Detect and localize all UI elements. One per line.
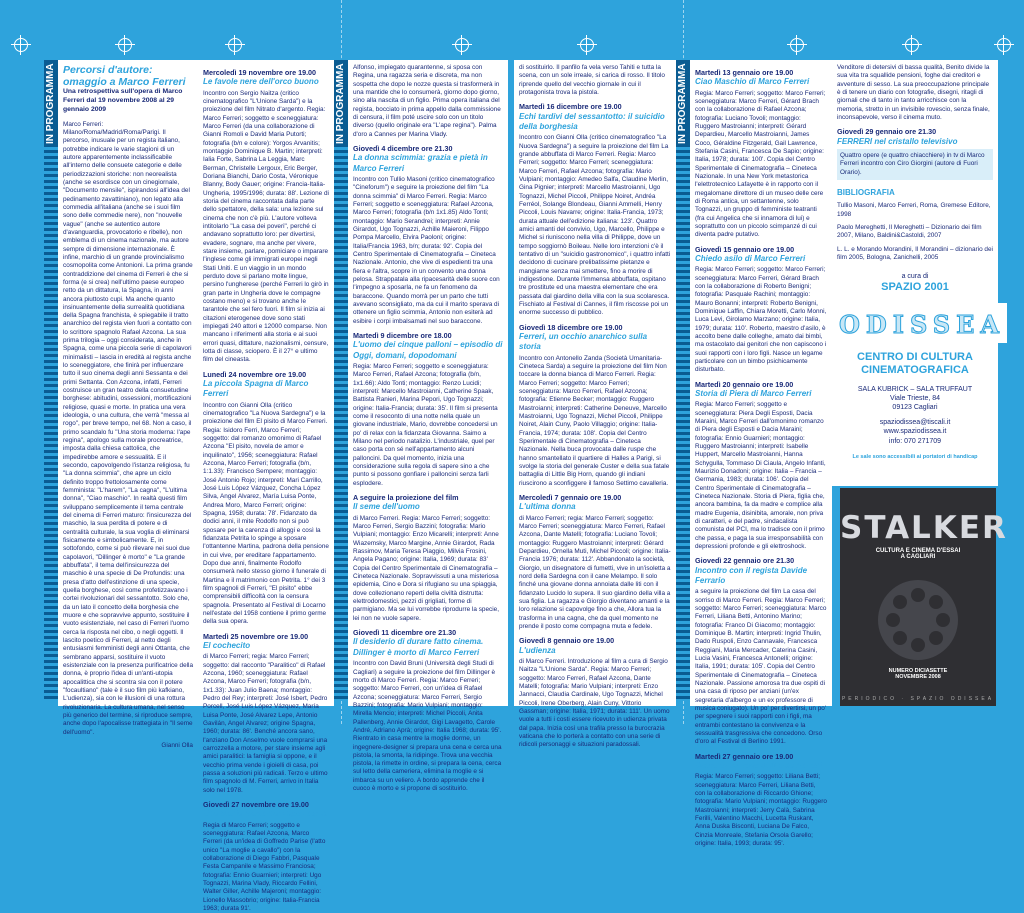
event-entry [695, 245, 827, 375]
accessibility-note: Le sale sono accessibili ai portatori di handicap [852, 453, 978, 460]
event-text: di Marco Ferreri. Regia: Marco Ferreri; soggetto: Marco Ferreri, Sergio Bazzini; fotografia: Mario Vulpiani; montaggio: Enzo Micarelli; interpreti: Anne Wiazemsky, Marco Margine, Annie Girardot, Rada Rassimov, Maria Teresa Piaggio, Milvia Frosini, Angela Pagano; origine: Italia, 1969; durata: 83' Copia del Centro Sperimentale di Cinematografia – Cineteca Nazionale. Sopravvissuti a una misteriosa epidemia, Cino e Dora si rifugiano su una spiaggia, dove collezionano reperti della civiltà distrutta: elettrodomestici, pezzi di grigliati, forme di parmigiano. Ma se lui vorrebbe riprodurre la specie, lei non ne vuole sapere. [353, 514, 499, 622]
event-entry [519, 323, 671, 488]
event-date: Giovedì 15 gennaio ore 19.00 [695, 244, 795, 254]
event-date: Giovedì 22 gennaio ore 21.30 [695, 556, 795, 566]
event-text: di sostituirlo. Il panfilo fa vela verso Tahiti e tutta la scena, con un sole irreale, si carica di rosso. Il titolo riprende quello del vecchio giornale in cui il protagonista trova la pistola. [519, 64, 665, 96]
column-program-3 [514, 60, 676, 749]
curated-by: a cura di [901, 273, 929, 281]
cover-footer: PERIODICO · SPAZIO ODISSEA [841, 696, 995, 702]
event-date: Giovedì 18 dicembre ore 19.00 [519, 322, 623, 332]
registration-mark-icon [997, 38, 1011, 52]
event-title: La piccola Spagna di Marco Ferreri [203, 378, 309, 399]
column-intro [58, 60, 198, 749]
event-entry [519, 636, 671, 749]
event-entry [519, 493, 671, 631]
event-text: di Marco Ferreri; regia: Marco Ferreri; soggetto: dal racconto "Paralitico" di Rafael Azcona, 1960; sceneggiatura: Rafael Azcona, Marco Ferreri; fotografia (b/n, 1x1.33): Juan Julio Baena; montaggio: Pedro del Rey; interpreti: José Isbert, Pedro Porcell, José Luis López Vázquez, María Luisa Ponte, José Alvarez Lepe, Antonio Gavilán, Angel Alvarez; origine Spagna, 1960; durata: 86'. Benché ancora sano, l'anziano Don Anselmo vuole comprarsi una carrozzella a motore, per stare insieme agli amici paralitici: la famiglia si oppone, e il vecchio prima vende i gioielli di casa, poi passa a soluzioni più radicali. Terzo e ultimo film spagnolo di M. Ferreri, arrivo in Italia solo nel 1978. [203, 653, 328, 794]
event-text: a seguire la proiezione del film La casa del sorriso di Marco Ferreri. Regia: Marco Ferreri; soggetto: Marco Ferreri; sceneggiatura: Marco Ferreri, Liliana Betti, Antonino Marino; fotografia: Franco Di Giacomo; montaggio: Dominique B. Martin; interpreti: Ingrid Thulin, Dado Ruspoli, Enzo Cannavale, Francesca Reggiani, Maria Mercader, Caterina Casini, Lucia Vasini, Francesca Antonelli; origine: Italia, 1991; durata: 105'. Copia del Centro Sperimentale di Cinematografia – Cineteca Nazionale. Passione amorosa tra due ospiti di una casa di riposo per anziani (un'ex segretaria d'albergo e un ex professore di musica coniugato). Un po' per divertirsi, un po' per spegnere i suoi rapporti con i figli, ma entrambi contestano la convivenza e la sessualità trasgressiva che concedono. Orso d'oro al Festival di Berlino 1991. [695, 588, 827, 746]
event-text: Incontro con Tullio Masoni (critico cinematografico "Cineforum") e seguire la proiezione del film "La donna scimmia" di Marco Ferreri. Regia: Marco Ferreri; soggetto e sceneggiatura: Rafael Azcona, Marco Ferreri; fotografia (b/n 1x1.85) Aldo Tonti; montaggio: Mario Serandrei; interpreti: Annie Girardot, Ugo Tognazzi, Achille Maieroni, Filippo Pompa Marcello, Elvira Paoloni; origine: Italia/Francia 1963, b/n; durata: 92'. Copia del Centro Sperimentale di Cinematografia – Cineteca Nazionale. Antonio, che vive di espedienti tra una fiera e l'altra, scopre in un convento una donna pelosa. Strappatala alla ripacesarità delle suore con l'impegno a sposarla, ne fa un fenomeno da baraccone. Quando morrà per un parto che tutti avevano sconsigliato, ma da cui il marito sperava di ottenere un figlio scimmia, Antonio non esiterà ad esibire i corpi imbalsamati nel suo baraccone. [353, 176, 500, 325]
event-text: Regia di Marco Ferreri; soggetto e sceneggiatura: Rafael Azcona, Marco Ferreri (da un'idea di Goffredo Parise (l'atto unico "La moglie a cavallo") con la collaborazione di Diego Fabbri, Pasquale Festa Campanile e Massimo Franciosa; fotografia: Ennio Guarnieri; interpreti: Ugo Tognazzi, Marina Vlady, Riccardo Fellini, Walter Giller, Achille Majeroni; montaggio: Lionello Massobrio; origine: Italia-Francia 1963; durata 91'. [203, 821, 326, 912]
contact-website[interactable]: www.spaziodissea.it [883, 428, 947, 436]
event-date: Martedì 16 dicembre ore 19.00 [519, 102, 622, 112]
event-date: Giovedì 8 gennaio ore 19.00 [519, 636, 615, 646]
event-text: Incontro con Gianni Olla (critico cinematografico "La Nuova Sardegna") e la proiezione del film El pisito di Marco Ferreri. Regia: Isidoro Ferri, Marco Ferreri; soggetto: dal romanzo omonimo di Rafael Azcona "El pisito, novela de amor e inquilinato", 1956; sceneggiatura: Rafael Azcona, Marco Ferreri; fotografia (b/n, 1:1.33): Francisco Sempere; montaggio: José Antonio Rojo; interpreti: Mari Carrillo, José Luis López Vázquez, Concha López Silva, Angel Alvarez, María Luisa Ponte, Andrea Moro, Marco Ferreri; origine: Spagna, 1958; durata: 78'. Fidanzato da dodici anni, il mite Rodolfo non si può sposare per la carenza di alloggi e così la fidanzata Petrita lo spinge a sposare l'ottantenne Martina, padrona della pensione in cui vive, per ereditare l'appartamento. Dopo due anni, finalmente Rodolfo consumerà nello stesso giorno il funerale di Martina e il matrimonio con Petrita. 1° dei 3 film spagnoli di Ferreri, "El pisito" ebbe comprensibili difficoltà con la censura spagnola. Presentato al Festival di Locarno nell'estate del 1958 contiene il primo germe della sua opera. [203, 401, 329, 626]
event-date: Martedì 27 gennaio ore 19.00 [695, 751, 794, 761]
event-date: Giovedì 4 dicembre ore 21.30 [353, 143, 453, 153]
event-title: El cochecito [203, 640, 251, 650]
event-title: L'uomo dei cinque palloni – episodio di Oggi, domani, dopodomani [353, 340, 503, 360]
event-title: Una storia moderna: l'ape regina [203, 809, 328, 819]
registration-mark-icon [790, 38, 804, 52]
event-date: Mercoledì 7 gennaio ore 19.00 [519, 493, 622, 503]
event-text: Incontro con David Bruni (Università degli Studi di Cagliari) a seguire la proiezione del film Dillinger è morto di Marco Ferreri. Regia: Marco Ferreri; soggetto: Marco Ferreri, con un'idea di Rafael Azcona; sceneggiatura: Marco Ferreri, Sergio Bazzini; fotografia: Mario Vulpiani; montaggio: Mirella Mencio; interpreti: Michel Piccoli, Anita Pallenberg, Annie Girardot, Gigi Lavagetto, Carole André, Adriano Aprà; origine: Italia 1968; durata: 95'. Rientrato in casa mentre la moglie dorme, un ingegnere-designer si prepara una cena e cerca una pistola, la smonta, la ridipinge. Trova una vecchia pistola, la rimette in ordine, si prepara la cena, cerca sul letto della cameriera, elimina la moglie e si imbarca su un veliero. A bordo apprende che il cuoco è morto e si propone di sostituirlo. [353, 660, 502, 793]
event-title: L'udienza [519, 645, 556, 655]
event-entry [203, 800, 329, 913]
event-entry [203, 370, 329, 627]
event-text: Regia: Marco Ferreri; soggetto: Marco Ferreri; sceneggiatura: Marco Ferreri, Gérard Brach con la collaborazione di Rafael Azcona; fotografia: Luciano Tovoli; montaggio: Ruggero Mastroianni; interpreti: Gérard Depardieu, Marcello Mastroianni, James Coco, Géraldine Fitzgerald, Gail Lawrence, Stefania Casini, Francesca De Sapio; origine: Italia, 1978; durata: 100'. Copia del Centro Sperimentale di Cinematografia – Cineteca Nazionale. In una New York metastorica l'elettrotecnico Lafayette è in rapporto con il megalomane direttore di un museo delle cere di Roma antica, un settantenne, solo Tognazzi, un gruppo di femministe teatranti (fra cui Angelica che si innamora di lui) e soprattutto con un piccolo scimpanzé di cui diventa padre putativo. [695, 89, 826, 239]
contact-phone: info: 070 271709 [888, 437, 942, 445]
organizer-subtitle: CENTRO DI CULTURA CINEMATOGRAFICA [857, 350, 973, 376]
event-entry [695, 752, 827, 849]
event-date: Martedì 20 gennaio ore 19.00 [695, 379, 794, 389]
main-title: Percorsi d'autore: omaggio a Marco Ferreri [63, 64, 186, 89]
event-entry [695, 68, 827, 240]
bibliography-item: Paolo Mereghetti, Il Mereghetti – Dizionario dei film 2007, Milano, Baldini&Castoldi, 2007 [837, 224, 982, 240]
column-program-1 [198, 60, 334, 912]
event-entry [353, 331, 503, 488]
event-title: Il seme dell'uomo [353, 502, 420, 512]
event-text: Incontro con Antonello Zanda (Società Umanitaria-Cineteca Sarda) a seguire la proiezione del film Non toccare la donna bianca di Marco Ferreri. Regia: Marco Ferreri; soggetto: Marco Ferreri; sceneggiatura: Marco Ferreri, Rafael Azcona; fotografia: Etienne Becker; montaggio: Ruggero Mastroianni; interpreti: Catherine Deneuve, Marcello Mastroianni, Ugo Tognazzi, Michel Piccoli, Philippe Noiret, Alain Cuny, Paolo Villaggio; origine: Italia-Francia, 1974; durata: 108'. Copia del Centro Sperimentale di Cinematografia – Cineteca Nazionale. Nella buca provocata dalle ruspe che hanno smantellato il quartiere di Halles a Parigi, si svolge la storia del generale Custer e della sua fatale battaglia di Little Big Horn, quando gli indiani riuscirono a sconfiggere il famoso Settimo cavalleria. [519, 354, 670, 487]
column-info [832, 60, 1005, 486]
event-title: L'ultima donna [519, 502, 576, 512]
event-title: Chiedo asilo di Marco Ferreri [695, 254, 806, 264]
bibliography-item: L. L. e Morando Morandini, Il Morandini – dizionario dei film 2005, Bologna, Zanichelli, 2005 [837, 245, 993, 262]
column-program-4 [690, 60, 832, 848]
side-strip [334, 60, 348, 700]
event-title: Echi tardivi del sessantotto: il suicidio della borghesia [519, 111, 665, 132]
event-text: Regia: Marco Ferreri; soggetto e sceneggiatura: Marco Ferreri, Rafael Azcona; fotografia (b/n, 1x1.66): Aldo Tonti; montaggio: Renzo Lucidi; interpreti: Marcello Mastroianni, Catherine Spaak, Battista Ranieri, Marina Pepori, Ugo Tognazzi; origine: Italia-Francia; durata: 35'. Il film si presenta come il resoconto di una notte nella quale un giovane industriale, Mario, dovrebbe concedersi un po' di relax con la fidanzata Giovanna. Saimo a Milano nel periodo natalizio. L'industriale, quel per caso porta con sé nell'appartamento alcuni palloncini. Da quel momento, inizia una considerazione sulla regola di sapere sino a che punto si possono gonfiare i palloncini senza farli esplodere. [353, 363, 498, 487]
strip-label: IN PROGRAMMA [335, 63, 346, 144]
event-date: A seguire la proiezione del film [353, 493, 459, 503]
cover-title: STALKER [840, 510, 1008, 546]
event-date: Giovedì 27 novembre ore 19.00 [203, 799, 309, 809]
column-program-2 [348, 60, 508, 793]
event-text: di Marco Ferreri. Introduzione al film a cura di Sergio Naitza "L'Unione Sarda". Regia: Marco Ferreri; soggetto: Marco Ferreri, Rafael Azcona, Dante Matelli; fotografia: Mario Vulpiani; interpreti: Enzo Jannacci, Claudia Cardinale, Ugo Tognazzi, Michel Piccoli, Irene Oberberg, Alain Cuny, Vittorio Gassman; origine: Italia, 1971; durata: 111'. Un uomo vuole a tutti i costi essere ricevuto in udienza privata dal papa. Inizia così una trafila presso la burocrazia vaticana che lo porterà a contatto con una serie di ridicoli personaggi e situazioni paradossali. [519, 658, 670, 749]
event-date: Giovedì 29 gennaio ore 21.30 [837, 127, 937, 137]
event-entry [353, 628, 503, 793]
event-date: Lunedì 24 novembre ore 19.00 [203, 369, 307, 379]
event-text: Venditore di detersivi di bassa qualità, Benito divide la sua vita tra squallide pensioni, foghe dai creditori e avventure di sesso. La sua preoccupazione principale è di tenere un diario con fotografie, disegni, ritagli di giornali che di tanto in tanto arricchisce con la memoria, stretto in un invisibile rovescio, senza finale, inconsapevole, verso il cinema muto. [837, 64, 990, 121]
main-subtitle: Una retrospettiva sull'opera di Marco Ferreri dal 19 novembre 2008 al 29 gennaio 2009 [63, 88, 183, 113]
registration-mark-icon [228, 38, 242, 52]
bibliography-item: Tullio Masoni, Marco Ferreri, Roma, Gremese Editore, 1998 [837, 202, 991, 218]
stalker-cover [840, 488, 1008, 706]
event-title: Incontro con il regista Davide Ferrario [695, 565, 808, 586]
contact-email[interactable]: spaziodissea@tiscali.it [879, 419, 951, 427]
event-text: Regia: Marco Ferreri; soggetto: Liliana Betti; sceneggiatura: Marco Ferreri, Liliana Betti, con la collaborazione di Riccardo Ghione; fotografia: Mario Vulpiani; montaggio: Ruggero Mastroianni; interpreti: Jerry Calà, Sabrina Ferilli, Valentino Macchi, Lucetta Ruskant, Anna Duska Bisconti, Luciana De Falco, Cinzia Monreale, Stefania Orsola Garello; origine: Italia, 1993; durata: 95'. [695, 773, 827, 848]
event-date: Giovedì 11 dicembre ore 21.30 [353, 628, 457, 638]
event-entry [353, 144, 503, 326]
event-text: Incontro con Gianni Olla (critico cinematografico "La Nuova Sardegna") a seguire la proiezione del film La grande abbuffata di Marco Ferreri. Regia: Marco Ferreri; soggetto: Marco Ferreri; sceneggiatura: Marco Ferreri, Rafael Azcona; fotografia: Mario Vulpiani; montaggio: Amedeo Salfa, Claudine Merlin, Gina Pignier; interpreti: Marcello Mastroianni, Ugo Tognazzi, Michel Piccoli, Philippe Noiret, Andréa Ferréol, Solange Blondeau, Gianni Ammelli, Henry Piccoli, Louis Navarre; origine: Italia-Francia, 1973; durata attuale dell'edizione italiana: 123'. Quattro amici amanti del convivio, Ugo, Marcello, Philippe e Michel si riuniscono nella villa di Philippe, dove un tempo soggiornò Boileau. Nelle loro intenzioni c'è il tentativo di un "suicidio gastronomico", i quattro infatti decidono di cucinare prelibatissime pietanze e mangiarne senza mai smettere, fino a morire di indigestione. Durante l'immensa abbuffata, ospitano tre prostitute ed una maestra elementare che era passata dal giardino della villa con la sua scolaresca. Fischiato al Festival di Cannes, il film riscosse poi un enorme successo di pubblico. [519, 134, 671, 317]
event-title: Le favole nere dell'orco buono [203, 77, 319, 87]
event-title: Diario di un vizio di Marco Ferreri [695, 761, 822, 771]
film-reel-icon [878, 580, 958, 660]
registration-mark-icon [118, 38, 132, 52]
event-title: Ciao Maschio di Marco Ferreri [695, 77, 810, 87]
event-date: Martedì 25 novembre ore 19.00 [203, 631, 309, 641]
strip-label: IN PROGRAMMA [677, 63, 688, 144]
event-date: Martedì 13 gennaio ore 19.00 [695, 68, 794, 77]
venue-street: Viale Trieste, 84 [889, 395, 941, 403]
registration-mark-icon [14, 38, 28, 52]
registration-mark-icon [580, 38, 594, 52]
odissea-logo: ODISSEA [837, 303, 1007, 343]
intro-text: Marco Ferreri: Milano/Roma/Madrid/Roma/Parigi. Il percorso, inusuale per un regista italiano, potrebbe indicare le varie stagioni di un autore apparentemente inclassificabile all'interno delle consuete categorie e delle periodizzazioni storiche: non neorealista (anche se esordisce con un cinegiornale, "Documento mensile", ispirandosi all'idea del pedinamento zavattiniano), non legato alla commedia all'italiana (anche se i suoi film sono delle commedie nere), non "nouvelle vague" (anche se autentico autore d'avanguardia, provocatorio e ribelle), non emblema di un cinema nazionale, ma autore sempre di dimensione internazionale. È infine, marchio di un grande provincialismo cosmopolita come Antonioni. La prima grande contraddizione del cinema di Ferreri è che si forma (e si crea) nell'ultimo paese europeo retto da un dittatura, la Spagna, in anni ancora piuttosto cupi. Ma anche quanto insinuantemente della surrealità quotidiana della Spagna franchista, è spiegabile il tratto anarchico del regista vien fuori a contatto con lo scrittore spagnolo Rafael Azcona. La sua prima trilogia – oggi considerata, anche in Spagna, come una piccola serie di capolavori minimalisti – lascia in eredità al regista anche lo sceneggiatore, che finirà per influenzare tutto il suo cinema degli anni Sessanta e dei primi Settanta. Con Azcona, infatti, Ferreri costruisce un gran teatro della consuetudine borghese: abitudini, ossessioni, mortificazioni religiose, quasi e morte. In pratica una vera ideologia, o una cultura, che verrà "messa al rogo", per breve tempo, nel 68. Non a caso, il primo scandalo fu "Una storia moderna: l'ape regina", apologo sulla morale procreatrice, imposta dalla chiesa cattolica, che impedirebbe amore e sessualità. E il secondo, capovolgendo l'istanza religiosa, fu "La donna scimmia", che apre un ciclo definito troppo frettolosamente come femminista: "L'harem", "La cagna", "L'ultima donna", "Ciao maschio". In realtà questi film sviluppano semplicemente il tema centrale del cinema di Ferreri maturo: l'insicurezza del maschio, la sua perdita di potere e di centralità culturale, la sua voglia di eliminarsi fisicamente e simbolicamente. E, in sottofondo, come si può rilevare nei suoi due capolavori, "Dillinger è morto" e "La grande abbuffata", il tema dell'insicurezza del maschio è una specie di De Profundis: una presa d'atto dell'estinzione di una specie, quella borghese, così come profetizzavano i cortei rivoluzionari del sessantotto. Solo che, da un lato il concetto della borghesia che muore e che sopravvive appunto, sostituire il vuoto esistenziale, nel caso di Ferreri l'uomo cerca la risposta nel cibo, o negli oggetti. Il lascito poetico di Ferreri, al netto degli entusiasmi femministi degli anni Ottanta, che sembrano apparsi, sostituire il vuoto esistenziale con la presenza purificatrice della donna, è proprio l'idea di un'anti-utopia apocalittica che si scontra sia con il potere "focaultiano" (tale è il suo film più kafkiano, L'udienza), sia con le illusioni di una rottura rivoluzionaria. La cultura umana, nel senso più generico del termine, si riproduce sempre, anche dopo l'apocalisse trattegiata in "Il seme dell'uomo". [63, 120, 194, 736]
event-date: Martedì 9 dicembre ore 18.00 [353, 331, 452, 340]
event-entry [353, 493, 503, 623]
event-entry [203, 68, 329, 365]
event-date: Mercoledì 19 novembre ore 19.00 [203, 68, 317, 77]
event-title: Il desiderio di durare fatto cinema. Dillinger è morto di Marco Ferreri [353, 637, 484, 657]
event-text: Regia: Marco Ferreri; soggetto e sceneggiatura: Piera Degli Esposti, Dacia Maraini, Marco Ferreri dall'omonimo romanzo di Piera degli Esposti e Dacia Maraini; fotografia: Ennio Guarnieri; montaggio: Ruggero Mastroianni; interpreti: Isabelle Huppert, Marcello Mastroianni, Hanna Schygulla, Tommaso Di Ciaula, Angelo Infanti, Maurizio Donadoni; origine: Italia – Francia – Germania, 1983; durata: 106'. Copia del Centro Sperimentale di Cinematografia – Cineteca Nazionale. Storia di Piera, figlia che, ancora bambina, fa da madre e complice alla madre Eugenia, disinibita, amorale, non priva di caratteri, e del padre, sindacalista comunista del PCI, ma lo tradisce con il primo che passa, e paga la sua irresponsabilità con depressioni profonde e gli elettroshock. [695, 401, 826, 550]
event-entry [519, 102, 671, 317]
signature: Gianni Olla [161, 741, 193, 749]
venue-name: SALA KUBRICK – SALA TRUFFAUT [857, 386, 973, 394]
event-text: Quattro opere (e quattro chiacchiere) in tv di Marco Ferreri incontro con Ciro Giorgini (autore di Fuori Orario). [837, 149, 993, 180]
side-strip [676, 60, 690, 700]
registration-mark-icon [905, 38, 919, 52]
event-text: di Marco Ferreri; regia: Marco Ferreri; soggetto: Marco Ferreri; sceneggiatura: Marco Ferreri, Rafael Azcona, Dante Matelli; fotografia: Luciano Tovoli; montaggio: Ruggero Mastroianni; interpreti: Gérard Depardieu, Ornella Muti, Michel Piccoli; origine: Italia-Francia 1976; durata: 112'. Abbandonato la società, Giorgio, un disegnatore di fumetti, vive in un'isoletta a nord della Sardegna con il cane Melampo. Il solo finché una giovane donna annoiata dalle liti con il fidanzato Lucido lo supera. Il suo giardino della villa a sua figlia. La ragazza e Giorgio diventano amanti e la loro relazione si capovolge fino a che, Allora tua la trasforma in una cagna, che da quel momento ne prende il posto come compagna muta e fedele. [519, 514, 671, 631]
cover-issue: NUMERO DICIASETTE NOVEMBRE 2008 [888, 668, 948, 680]
event-text: Incontro con Sergio Naitza (critico cinematografico "L'Unione Sarda") e la proiezione del film Nitrato d'argento. Regia: Marco Ferreri; soggetto e sceneggiatura: Marco Ferreri (da una collaborazione di Gianni Romoli e David Maria Putorti; fotografia (b/n e colore): Yorgos Arvanitis; montaggio Dominique B. Martin; interpreti: Ialia Forte, Sabrina La Leggia, Marc Berman, Christelle Lergoux, Eric Berger, Doriana Bianchi, Dario Costa, Véronique Blanny, Body Gauer; origine: Francia-Italia-Ungheria, 1995/1996; durata: 88'. Lezione di storia del cinema raccontata dalla parte dello spettatore, della sala: una lezione sul cinema che non c'è più. L'autore volteva intitolarlo "La casa dei poveri", perché ci andavano soprattutto loro: per divertirsi, evadere, sognare, ma anche per vivere, stare insieme, parlare, pomiciare o imparare l'inglese come gli immigrati europei negli Stati Uniti. E un viaggio in un mondo perduto dove si parlano molte lingue, persino l'ungherese (perché Ferreri lo girò in gran parte in Ungheria dove le compagne costano meno) e si trovano anche le tarantole che sel fero fuori. Il film si inizia ai citazioni eterogenee dove sono stati impiegati 240 attori e 12000 comparse. Non mancano i riferimenti alla storia e ai suoi errori quasi, dittature, nazionalismi, censure, lotta di classe, sciopero. È il 27° e ultimo film del cineasta. [203, 89, 329, 364]
event-text: Alfonso, impiegato quarantenne, si sposa con Regina, una ragazza seria e discreta, ma non sospetta che dopo le nozze questa si trasformerà in una mantide che lo consumerà, giorno dopo giorno, sino alla nascita di un figlio. Prima opera italiana del regista, bocciato in prima appello dalla commissione di censura, il film poté uscire solo con un titolo diverso (quello originale era "L'ape regina"). Palma d'oro a Cannes per Marina Vlady. [353, 64, 501, 138]
side-strip [44, 60, 58, 700]
organizer-name: SPAZIO 2001 [881, 281, 949, 294]
cover-subtitle: CULTURA E CINEMA D'ESSAI A CAGLIARI [875, 548, 961, 560]
event-title: Storia di Piera di Marco Ferreri [695, 389, 812, 399]
event-entry [695, 380, 827, 552]
registration-mark-icon [455, 38, 469, 52]
venue-city: 09123 Cagliari [892, 404, 938, 412]
event-title: FERRERI nel cristallo televisivo [837, 136, 958, 146]
bibliography-heading: BIBLIOGRAFIA [837, 188, 895, 198]
strip-label: IN PROGRAMMA [45, 63, 56, 144]
event-title: La donna scimmia: grazia e pietà in Marco Ferreri [353, 153, 488, 173]
event-entry [695, 556, 827, 746]
event-entry [203, 632, 329, 795]
event-text: Regia: Marco Ferreri; soggetto: Marco Ferreri; sceneggiatura: Marco Ferreri, Gérard Brach con la collaborazione di Roberto Benigni; fotografia: Pasquale Rachini; montaggio: Mauro Bonanni; interpreti: Roberto Benigni, Dominique Laffin, Chiara Moretti, Carlo Monni, Luca Levi, Girolamo Marzano; origine: Italia, 1979; durata: 110'. Roberto, maestro d'asilo, è accolto bene dalle colleghe, amato dai bimbi, ma ostacolato dai genitori che non capiscono i suoi rapporti con i loro figli. Nasce un legame particolare con un bimbo psichicamente disturbato. [695, 266, 827, 374]
event-title: Ferreri, un occhio anarchico sulla storia [519, 332, 648, 352]
